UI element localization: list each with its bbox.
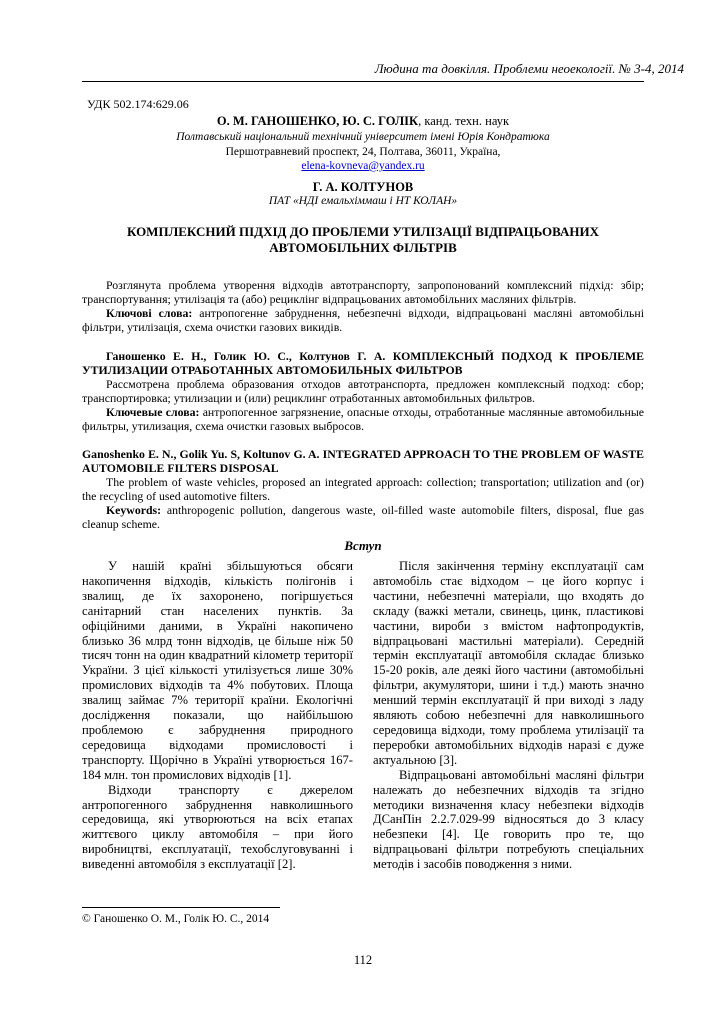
header-rule — [82, 81, 644, 82]
abstract-ru-keywords — [82, 405, 644, 433]
body-paragraph: Відходи транспорту є джерелом антропогенного забруднення навколишнього середовища, які утворюються на всіх етапах життєвого циклу автомобіля – при його виробництві, експлуатації, техобслуговуванні і виведенні автомобіля з експлуатації [2]. — [82, 782, 353, 872]
abstract-ua-keywords — [82, 306, 644, 334]
section-title: Вступ — [344, 538, 382, 553]
abstract-en-keywords — [82, 503, 644, 531]
body-column-right — [373, 559, 644, 872]
keywords-ua-label: Ключові слова: — [106, 306, 193, 320]
body-column-left — [82, 559, 353, 872]
authors-names: О. М. ГАНОШЕНКО, Ю. С. ГОЛІК — [216, 114, 419, 128]
keywords-ua-text: антропогенне забруднення, небезпечні відходи, відпрацьовані масляні автомобільні фільтри, утилізація, схема очистки газових викидів. — [82, 306, 645, 335]
second-author: Г. А. КОЛТУНОВ — [312, 180, 414, 194]
abstract-ua-text: Розглянута проблема утворення відходів автотранспорту, запропонований комплексний підхід: збір; транспортування; утилізація та (або) рециклінг відпрацьованих автомобільних масляних фільтрів. — [82, 278, 644, 307]
footnote-rule — [82, 907, 280, 908]
second-affiliation: ПАТ «НДІ емальхіммаш і НТ КОЛАН» — [268, 195, 458, 207]
keywords-ru-label: Ключевые слова: — [106, 405, 200, 419]
authors-degree: , канд. техн. наук — [418, 114, 510, 128]
copyright-footnote: © Ганошенко О. М., Голік Ю. С., 2014 — [82, 913, 270, 925]
body-paragraph: Після закінчення терміну експлуатації сам автомобіль стає відходом – це його корпус і частини, небезпечні матеріали, що входять до складу (важкі метали, свинець, цинк, пластикові частини, вироби з вмістом нафтопродуктів, відпрацьовані мастильні матеріали). Середній термін експлуатації автомобіля складає близько 15-20 років, але деякі його частини (автомобільні фільтри, акумулятори, шини і т.д.) мають значно менший термін експлуатації й при виході з ладу являють собою небезпечні для навколишнього середовища відходи, тому проблема утилізації та переробки автомобільних відходів наразі є дуже актуальною [3]. — [373, 559, 644, 767]
keywords-ru-text: антропогенное загрязнение, опасные отходы, отработанные маслянные автомобильные фильтры, утилизация, схема очистки газовых выбросов. — [82, 405, 644, 434]
udk-code: УДК 502.174:629.06 — [87, 97, 189, 111]
running-head: Людина та довкілля. Проблеми неоекології. № 3-4, 2014 — [374, 61, 684, 76]
abstract-ru-text: Рассмотрена проблема образования отходов автотранспорта, предложен комплексный подход: сбор; транспортировка; утилизации и (или) рециклинг отработанных автомобильных фильтров. — [82, 377, 644, 406]
abstract-en-text: The problem of waste vehicles, proposed an integrated approach: collection; transportation; utilization and (or) the recycling of used automotive filters. — [82, 475, 644, 504]
keywords-en-label: Keywords: — [106, 503, 162, 517]
abstract-en-heading: Ganoshenko E. N., Golik Yu. S, Koltunov G. A. INTEGRATED APPROACH TO THE PROBLEM OF WASTE AUTOMOBILE FILTERS DISPOSAL — [82, 447, 644, 476]
affiliation: Полтавський національний технічний університет імені Юрія Кондратюка — [176, 131, 550, 143]
article-title: КОМПЛЕКСНИЙ ПІДХІД ДО ПРОБЛЕМИ УТИЛІЗАЦІЇ ВІДПРАЦЬОВАНИХ АВТОМОБІЛЬНИХ ФІЛЬТРІВ — [126, 224, 600, 255]
authors-line — [82, 114, 644, 129]
address: Першотравневий проспект, 24, Полтава, 36011, Україна, — [225, 146, 501, 158]
body-paragraph: Відпрацьовані автомобільні масляні фільтри належать до небезпечних відходів та згідно методики визначення класу небезпеки відходів ДСанПін 2.2.7.029-99 відносяться до 3 класу небезпеки [4]. Це говорить про те, що відпрацьовані фільтри потребують спеціальних методів і засобів поводження з ними. — [373, 767, 644, 872]
email-link[interactable]: elena-kovneva@yandex.ru — [301, 160, 425, 172]
keywords-en-text: anthropogenic pollution, dangerous waste, oil-filled waste automobile filters, disposal, flue gas cleanup scheme. — [82, 503, 644, 532]
page-number: 112 — [353, 953, 373, 967]
abstract-ru-heading: Ганошенко Е. Н., Голик Ю. С., Колтунов Г. А. КОМПЛЕКСНЫЙ ПОДХОД К ПРОБЛЕМЕ УТИЛИЗАЦИИ ОТРАБОТАННЫХ АВТОМОБИЛЬНЫХ ФИЛЬТРОВ — [82, 349, 644, 378]
body-paragraph: У нашій країні збільшуються обсяги накопичення відходів, кількість полігонів і звалищ, де їх захоронено, погіршується санітарний стан населених пунктів. За офіційними даними, в Україні накопичено близько 36 млрд тонн відходів, це більше ніж 50 тисяч тонн на один квадратний кілометр території України. З цієї кількості утилізується лише 30% промислових відходів та 4% побутових. Площа звалищ займає 7% території країни. Екологічні дослідження показали, що найбільшою проблемою є забруднення природного середовища відходами промисловості і транспорту. Щорічно в Україні утворюється 167-184 млн. тон промислових відходів [1]. — [82, 559, 353, 782]
